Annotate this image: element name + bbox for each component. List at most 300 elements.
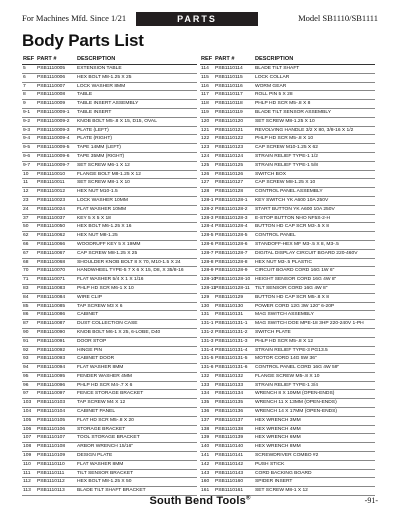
description-cell: TAP SCREW M4 X 12 <box>77 400 126 406</box>
table-row <box>22 179 197 188</box>
table-row <box>22 171 197 180</box>
part-number-cell: PSB1110009-5 <box>37 145 70 151</box>
part-number-cell: PSB1110131-4 <box>215 347 248 353</box>
part-number-cell: PSB1110087 <box>37 321 66 327</box>
description-cell: STRAIN RELIEF TYPE-1 1/2 <box>255 153 318 159</box>
part-number-cell: PSB1110006 <box>37 74 66 80</box>
table-row <box>200 338 375 347</box>
part-number-cell: PSB1110161 <box>215 488 244 494</box>
ref-cell: 131-4 <box>201 347 214 353</box>
description-cell: FENDER WASHER 4MM <box>77 373 132 379</box>
description-cell: DESIGN PLATE <box>77 453 113 459</box>
part-number-cell: PSB1110123 <box>215 145 244 151</box>
description-cell: BLADE TILT SHAFT BRACKET <box>77 488 146 494</box>
part-number-cell: PSB1110128-7 <box>215 250 248 256</box>
table-row <box>22 478 197 487</box>
description-cell: TOOL STORAGE BRACKET <box>77 435 140 441</box>
ref-cell: 68 <box>23 259 29 265</box>
part-number-cell: PSB1110083 <box>37 285 66 291</box>
ref-cell: 12 <box>23 189 29 195</box>
table-row <box>200 259 375 268</box>
table-row <box>22 91 197 100</box>
ref-cell: 136 <box>201 409 210 415</box>
header-machines-date: For Machines Mfd. Since 1/21 <box>22 13 127 23</box>
description-cell: LOCK COLLAR <box>255 74 290 80</box>
table-row <box>200 478 375 487</box>
table-header <box>22 56 197 65</box>
description-cell: HEX NUT M10-1.5 <box>77 189 118 195</box>
ref-cell: 132 <box>201 373 210 379</box>
part-number-cell: PSB1110130 <box>215 303 244 309</box>
table-row <box>200 426 375 435</box>
table-row <box>200 285 375 294</box>
part-number-cell: PSB1110010 <box>37 171 66 177</box>
table-row <box>22 223 197 232</box>
ref-cell: 117 <box>201 92 209 98</box>
table-row <box>22 443 197 452</box>
description-cell: HANDWHEEL TYPE-5 7 X 6 X 15, D8, X 35/8-16 <box>77 268 184 274</box>
ref-cell: 62 <box>23 233 29 239</box>
ref-cell: 6 <box>23 74 26 80</box>
description-cell: TAP SCREW M3 X 6 <box>77 303 123 309</box>
table-row <box>22 320 197 329</box>
description-cell: STANDOFF-HEX MF M3-.5 X 8, M3-.5 <box>255 241 339 247</box>
part-number-cell: PSB1110120 <box>215 118 244 124</box>
part-number-cell: PSB1110094 <box>37 365 66 371</box>
description-cell: SCREWDRIVER COMBO #2 <box>255 453 319 459</box>
table-row <box>22 373 197 382</box>
part-number-cell: PSB1110108 <box>37 444 66 450</box>
description-cell: WRENCH 8 X 10MM (OPEN-ENDS) <box>255 391 335 397</box>
part-number-cell: PSB1110096 <box>37 382 66 388</box>
table-row <box>22 311 197 320</box>
brand-logo <box>0 495 400 507</box>
description-cell: PHLP HD SCR M5-.8 X 10 <box>255 136 314 142</box>
table-row <box>200 408 375 417</box>
ref-cell: 50 <box>23 224 29 230</box>
table-row <box>200 294 375 303</box>
part-number-cell: PSB1110107 <box>37 435 66 441</box>
description-cell: LOCK WASHER 10MM <box>77 197 128 203</box>
table-row <box>22 426 197 435</box>
ref-cell: 127 <box>201 180 210 186</box>
part-number-cell: PSB1110124 <box>215 153 244 159</box>
ref-cell: 128-3 <box>201 215 214 221</box>
ref-cell: 140 <box>201 444 210 450</box>
ref-cell: 109 <box>23 453 32 459</box>
table-row <box>200 171 375 180</box>
ref-cell: 9-6 <box>23 153 31 159</box>
description-cell: DUST COLLECTION CASE <box>77 321 138 327</box>
part-number-cell: PSB1110050 <box>37 224 66 230</box>
table-row <box>200 153 375 162</box>
description-cell: HEX WRENCH 3MM <box>255 417 301 423</box>
description-cell: FLAT WASHER 8MM <box>77 461 124 467</box>
ref-cell: 123 <box>201 145 210 151</box>
ref-cell: 5 <box>23 66 26 71</box>
part-number-cell: PSB1110005 <box>37 66 66 71</box>
part-number-cell: PSB1110067 <box>37 250 66 256</box>
page-title: Body Parts List <box>22 31 144 50</box>
ref-cell: 125 <box>201 162 210 168</box>
table-row <box>200 364 375 373</box>
ref-cell: 9-2 <box>23 118 31 124</box>
table-row <box>22 338 197 347</box>
part-number-cell: PSB1110143 <box>215 470 244 476</box>
table-row <box>22 215 197 224</box>
col-desc-header: DESCRIPTION <box>77 56 116 62</box>
table-row <box>200 206 375 215</box>
table-row <box>22 197 197 206</box>
description-cell: CIRCUIT BOARD CORD 16G 1W 6" <box>255 268 335 274</box>
ref-cell: 143 <box>201 470 210 476</box>
description-cell: HEX BOLT M6-1.25 X 16 <box>77 224 132 230</box>
part-number-cell: PSB1110135 <box>215 400 244 406</box>
part-number-cell: PSB1110129 <box>215 294 244 300</box>
header-section-label: PARTS <box>136 12 258 26</box>
description-cell: HEX BOLT M8-1.25 X 50 <box>77 479 132 485</box>
table-row <box>200 267 375 276</box>
description-cell: BUTTON HD CAP SCR M5-.8 X 8 <box>255 294 330 300</box>
col-desc-header: DESCRIPTION <box>255 56 294 62</box>
part-number-cell: PSB1110127 <box>215 180 244 186</box>
part-number-cell: PSB1110024 <box>37 206 66 212</box>
part-number-cell: PSB1110131-2 <box>215 329 248 335</box>
table-row <box>200 329 375 338</box>
description-cell: CONTROL PANEL ASSEMBLY <box>255 189 323 195</box>
part-number-cell: PSB1110071 <box>37 277 66 283</box>
description-cell: SPIDER INSERT <box>255 479 293 485</box>
table-row <box>22 347 197 356</box>
ref-cell: 92 <box>23 347 29 353</box>
ref-cell: 93 <box>23 356 29 362</box>
description-cell: FLAT WASHER 10MM <box>77 206 127 212</box>
table-row <box>22 232 197 241</box>
table-row <box>22 390 197 399</box>
ref-cell: 161 <box>201 488 210 494</box>
table-row <box>22 461 197 470</box>
description-cell: SET SCREW M8-1.25 X 10 <box>255 118 315 124</box>
table-row <box>200 91 375 100</box>
table-row <box>200 100 375 109</box>
part-number-cell: PSB1110007 <box>37 83 66 89</box>
ref-cell: 128-7 <box>201 250 214 256</box>
part-number-cell: PSB1110128-3 <box>215 215 248 221</box>
ref-cell: 87 <box>23 321 29 327</box>
description-cell: E-STOP BUTTON NHO NF5S-2-H <box>255 215 330 221</box>
ref-cell: 71 <box>23 277 29 283</box>
description-cell: BLADE TILT SENSOR ASSEMBLY <box>255 109 332 115</box>
part-number-cell: PSB1110012 <box>37 189 66 195</box>
description-cell: PHLP HD SCR M4-.7 X 6 <box>77 382 133 388</box>
header-model: Model SB1110/SB1111 <box>298 13 378 23</box>
part-number-cell: PSB1110136 <box>215 409 244 415</box>
part-number-cell: PSB1110128-6 <box>215 241 248 247</box>
part-number-cell: PSB1110134 <box>215 391 244 397</box>
ref-cell: 128 <box>201 189 210 195</box>
description-cell: TABLE <box>77 92 93 98</box>
table-row <box>22 118 197 127</box>
table-row <box>22 434 197 443</box>
part-number-cell: PSB1110131-1 <box>215 321 248 327</box>
table-row <box>22 303 197 312</box>
ref-cell: 124 <box>201 153 210 159</box>
part-number-cell: PSB1110131-6 <box>215 365 248 371</box>
ref-cell: 112 <box>23 479 31 485</box>
trademark-symbol: ® <box>245 495 251 502</box>
ref-cell: 105 <box>23 417 32 423</box>
part-number-cell: PSB1110160 <box>215 479 244 485</box>
part-number-cell: PSB1110126 <box>215 171 244 177</box>
part-number-cell: PSB1110095 <box>37 373 66 379</box>
description-cell: SET SCREW M6-1 X 12 <box>77 162 130 168</box>
table-row <box>200 241 375 250</box>
part-number-cell: PSB1110091 <box>37 338 66 344</box>
col-ref-header: REF <box>23 56 35 62</box>
parts-table-right <box>200 56 375 496</box>
table-row <box>22 417 197 426</box>
table-row <box>200 65 375 74</box>
ref-cell: 67 <box>23 250 29 256</box>
description-cell: STRAIN RELIEF TYPE-3 PG13.5 <box>255 347 328 353</box>
ref-cell: 107 <box>23 435 32 441</box>
ref-cell: 131-6 <box>201 365 214 371</box>
ref-cell: 133 <box>201 382 210 388</box>
description-cell: HEX NUT M8-1.25 <box>77 233 118 239</box>
ref-cell: 120 <box>201 118 210 124</box>
ref-cell: 128-1 <box>201 197 214 203</box>
table-row <box>22 153 197 162</box>
description-cell: HINGE PIN <box>77 347 103 353</box>
description-cell: HEX BOLT M8-1.25 X 25 <box>77 74 132 80</box>
table-row <box>200 461 375 470</box>
part-number-cell: PSB1110112 <box>37 479 65 485</box>
description-cell: MAG SWITCH ASSEMBLY <box>255 312 314 318</box>
part-number-cell: PSB1110009-2 <box>37 118 70 124</box>
description-cell: HEX NUT M3-.5 PLASTIC <box>255 259 312 265</box>
page-number: -91- <box>364 496 378 505</box>
part-number-cell: PSB1110138 <box>215 426 244 432</box>
description-cell: TILT SENSOR CORD 16G 4W 8" <box>255 285 328 291</box>
description-cell: DOOR STOP <box>77 338 107 344</box>
description-cell: WORM GEAR <box>255 83 287 89</box>
ref-cell: 106 <box>23 426 32 432</box>
table-row <box>22 267 197 276</box>
table-row <box>200 434 375 443</box>
table-row <box>200 188 375 197</box>
part-number-cell: PSB1110037 <box>37 215 66 221</box>
description-cell: SWITCH PLATE <box>255 329 291 335</box>
part-number-cell: PSB1110009-3 <box>37 127 70 133</box>
ref-cell: 84 <box>23 294 29 300</box>
table-header <box>200 56 375 65</box>
col-part-header: PART # <box>37 56 57 62</box>
part-number-cell: PSB1110009-6 <box>37 153 70 159</box>
part-number-cell: PSB1110110 <box>37 461 65 467</box>
ref-cell: 128-4 <box>201 224 214 230</box>
ref-cell: 128-8 <box>201 259 214 265</box>
table-row <box>200 320 375 329</box>
description-cell: WRENCH 11 X 13MM (OPEN-ENDS) <box>255 400 337 406</box>
ref-cell: 37 <box>23 215 29 221</box>
ref-cell: 137 <box>201 417 210 423</box>
description-cell: KEY SWITCH YK A600 10A 250V <box>255 197 329 203</box>
ref-cell: 111 <box>23 470 31 476</box>
description-cell: CABINET <box>77 312 99 318</box>
part-number-cell: PSB1110128-5 <box>215 233 248 239</box>
part-number-cell: PSB1110128-4 <box>215 224 248 230</box>
ref-cell: 90 <box>23 329 29 335</box>
table-row <box>200 382 375 391</box>
ref-cell: 134 <box>201 391 210 397</box>
description-cell: WIRE CLIP <box>77 294 103 300</box>
description-cell: EXTENSION TABLE <box>77 66 122 71</box>
table-row <box>22 74 197 83</box>
table-row <box>200 223 375 232</box>
part-number-cell: PSB1110142 <box>215 461 244 467</box>
description-cell: CABINET DOOR <box>77 356 115 362</box>
table-row <box>22 382 197 391</box>
part-number-cell: PSB1110009-1 <box>37 109 70 115</box>
part-number-cell: PSB1110128-9 <box>215 268 248 274</box>
table-row <box>22 83 197 92</box>
ref-cell: 9-4 <box>23 136 31 142</box>
ref-cell: 128-6 <box>201 241 214 247</box>
description-cell: CONTROL PANEL <box>255 233 296 239</box>
ref-cell: 128-9 <box>201 268 214 274</box>
part-number-cell: PSB1110139 <box>215 435 244 441</box>
description-cell: PLATE (RIGHT) <box>77 136 112 142</box>
table-row <box>22 109 197 118</box>
table-row <box>22 188 197 197</box>
table-row <box>22 294 197 303</box>
part-number-cell: PSB1110137 <box>215 417 244 423</box>
table-row <box>200 197 375 206</box>
description-cell: STRAIN RELIEF TYPE-1 3/4 <box>255 382 318 388</box>
description-cell: REVOLVING HANDLE 3/2 X 80, 3/8-16 X 1/2 <box>255 127 354 133</box>
description-cell: TAPE 14MM (LEFT) <box>77 145 121 151</box>
ref-cell: 128-2 <box>201 206 214 212</box>
description-cell: MOTOR CORD 14G 5W 36" <box>255 356 317 362</box>
table-row <box>200 215 375 224</box>
table-row <box>200 74 375 83</box>
table-row <box>200 347 375 356</box>
part-number-cell: PSB1110092 <box>37 347 66 353</box>
ref-cell: 91 <box>23 338 29 344</box>
description-cell: HEX WRENCH 8MM <box>255 444 301 450</box>
ref-cell: 104 <box>23 409 32 415</box>
description-cell: BUTTON HD CAP SCR M3-.5 X 8 <box>255 224 330 230</box>
ref-cell: 139 <box>201 435 210 441</box>
description-cell: SHOULDER KNOB BOLT 8 X 70, M10-1.5 X 24 <box>77 259 181 265</box>
table-row <box>200 232 375 241</box>
description-cell: ROLL PIN 5 X 28 <box>255 92 293 98</box>
ref-cell: 121 <box>201 127 210 133</box>
description-cell: SET SCREW M8-1 X 12 <box>255 488 308 494</box>
table-row <box>22 135 197 144</box>
ref-cell: 9 <box>23 101 26 107</box>
description-cell: FLANGE BOLT M8-1.25 X 12 <box>77 171 141 177</box>
table-row <box>200 83 375 92</box>
ref-cell: 118 <box>201 101 209 107</box>
ref-cell: 128-10 <box>201 277 217 283</box>
ref-cell: 86 <box>23 312 29 318</box>
part-number-cell: PSB1110097 <box>37 391 66 397</box>
description-cell: HEX WRENCH 6MM <box>255 435 301 441</box>
description-cell: TILT SENSOR BRACKET <box>77 470 134 476</box>
part-number-cell: PSB1110128-1 <box>215 197 248 203</box>
table-row <box>200 162 375 171</box>
table-row <box>200 417 375 426</box>
part-number-cell: PSB1110115 <box>215 74 243 80</box>
table-row <box>22 65 197 74</box>
col-part-header: PART # <box>215 56 235 62</box>
ref-cell: 160 <box>201 479 210 485</box>
table-row <box>200 135 375 144</box>
part-number-cell: PSB1110109 <box>37 453 66 459</box>
description-cell: CABINET PANEL <box>77 409 116 415</box>
part-number-cell: PSB1110008 <box>37 92 66 98</box>
ref-cell: 94 <box>23 365 29 371</box>
ref-cell: 114 <box>201 66 209 71</box>
table-row <box>22 250 197 259</box>
description-cell: FLAT WASHER 8MM <box>77 365 124 371</box>
table-row <box>200 399 375 408</box>
part-number-cell: PSB1110128-10 <box>215 277 251 283</box>
part-number-cell: PSB1110009 <box>37 101 66 107</box>
table-row <box>200 250 375 259</box>
table-row <box>22 470 197 479</box>
brand-name: South Bend Tools <box>149 495 246 507</box>
ref-cell: 7 <box>23 83 26 89</box>
part-number-cell: PSB1110114 <box>215 66 243 71</box>
part-number-cell: PSB1110093 <box>37 356 66 362</box>
ref-cell: 122 <box>201 136 210 142</box>
part-number-cell: PSB1110104 <box>37 409 66 415</box>
part-number-cell: PSB1110118 <box>215 101 243 107</box>
description-cell: CAP SCREW M8-1.25 X 10 <box>255 180 316 186</box>
description-cell: MAG SWITCH DOE MPE-18 3HP 220-240V 1-PH <box>255 321 364 327</box>
part-number-cell: PSB1110111 <box>37 470 65 476</box>
description-cell: SWITCH BOX <box>255 171 286 177</box>
part-number-cell: PSB1110105 <box>37 417 66 423</box>
ref-cell: 131 <box>201 312 210 318</box>
description-cell: FLAT HD SCR M5-.8 X 20 <box>77 417 134 423</box>
ref-cell: 24 <box>23 206 29 212</box>
part-number-cell: PSB1110121 <box>215 127 244 133</box>
part-number-cell: PSB1110009-4 <box>37 136 70 142</box>
ref-cell: 138 <box>201 426 210 432</box>
ref-cell: 113 <box>23 488 31 494</box>
table-row <box>200 390 375 399</box>
ref-cell: 96 <box>23 382 29 388</box>
part-number-cell: PSB1110125 <box>215 162 244 168</box>
ref-cell: 130 <box>201 303 210 309</box>
description-cell: HEIGHT SENSOR CORD 16G 4W 8" <box>255 277 337 283</box>
part-number-cell: PSB1110117 <box>215 92 243 98</box>
part-number-cell: PSB1110128-8 <box>215 259 248 265</box>
description-cell: WOODRUFF KEY 5 X 19MM <box>77 241 141 247</box>
ref-cell: 142 <box>201 461 210 467</box>
description-cell: WRENCH 14 X 17MM (OPEN-ENDS) <box>255 409 338 415</box>
description-cell: PHLP HD SCR M5-.8 X 8 <box>255 101 311 107</box>
table-row <box>22 355 197 364</box>
part-number-cell: PSB1110084 <box>37 294 66 300</box>
part-number-cell: PSB1110068 <box>37 259 66 265</box>
ref-cell: 131-3 <box>201 338 214 344</box>
description-cell: POWER CORD 12G 3W 120" 6-20P <box>255 303 335 309</box>
ref-cell: 9-5 <box>23 145 31 151</box>
